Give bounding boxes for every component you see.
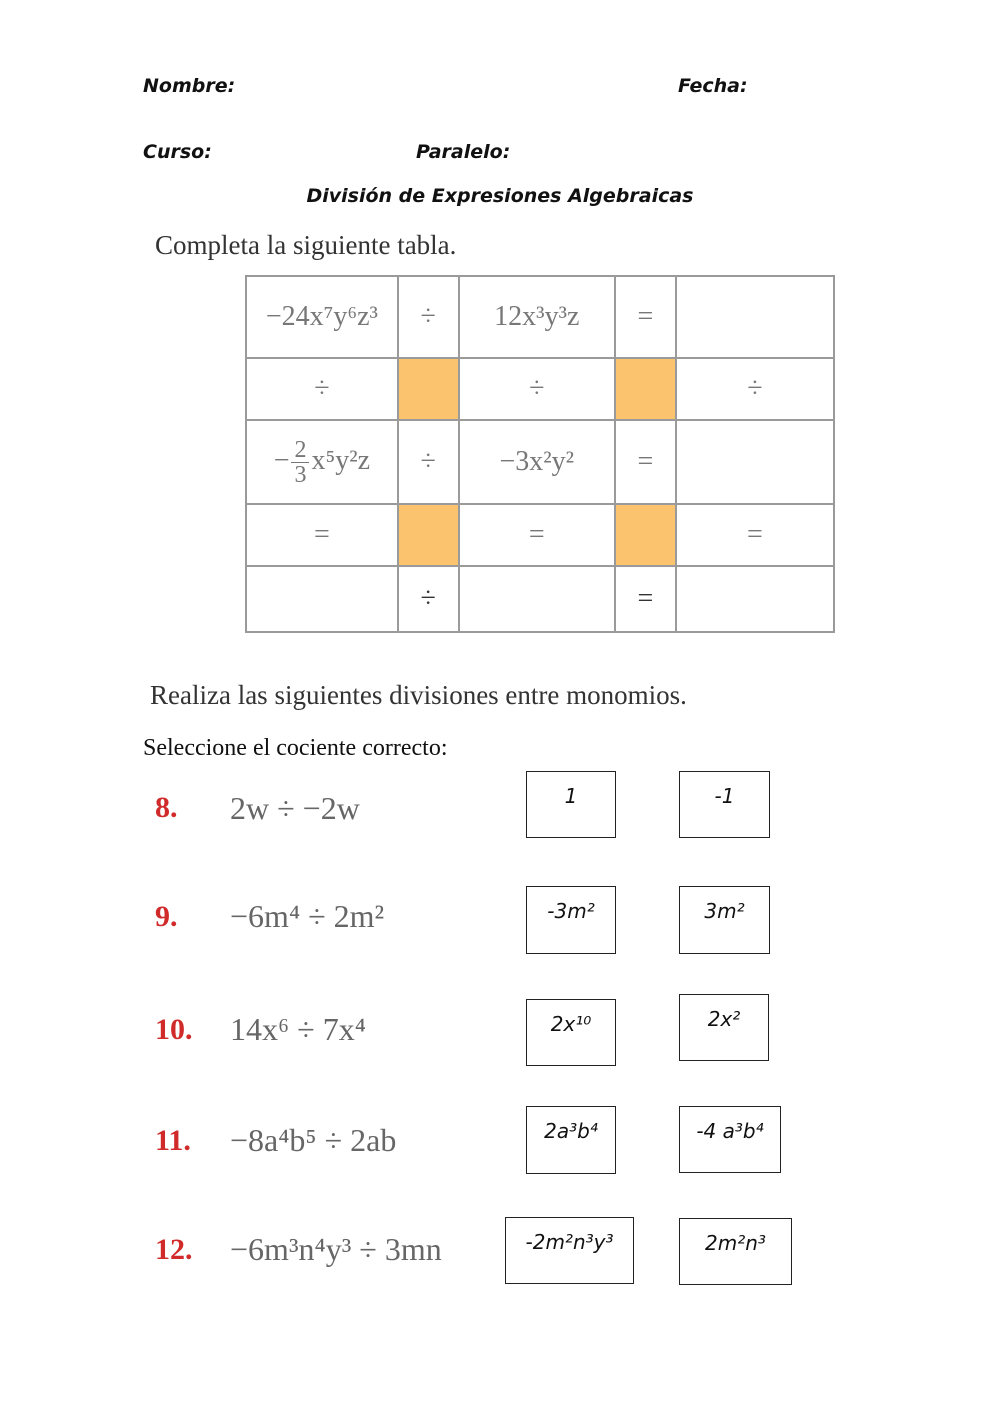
answer-option[interactable]: -3m² <box>526 886 616 954</box>
answer-option[interactable]: -4 a³b⁴ <box>679 1106 781 1173</box>
divide-sign: ÷ <box>459 358 616 420</box>
question-expression: −8a⁴b⁵ ÷ 2ab <box>230 1122 397 1158</box>
question-expression: −6m⁴ ÷ 2m² <box>230 898 385 934</box>
section1-heading: Completa la siguiente tabla. <box>155 230 457 260</box>
answer-option[interactable]: 2a³b⁴ <box>526 1106 616 1174</box>
equals-sign: = <box>615 420 676 504</box>
table-cell-dividend-1: −24x⁷y⁶z³ <box>246 276 398 358</box>
equals-sign: = <box>459 504 616 566</box>
divide-sign: ÷ <box>676 358 834 420</box>
answer-cell-row1[interactable] <box>676 276 834 358</box>
answer-option[interactable]: 2x² <box>679 994 769 1061</box>
question-number: 10. <box>155 1013 193 1046</box>
answer-cell-col3[interactable] <box>459 566 616 632</box>
curso-label: Curso: <box>143 141 212 163</box>
question-number: 9. <box>155 900 178 933</box>
nombre-label: Nombre: <box>143 75 236 97</box>
table-cell-divisor-2: −3x²y² <box>459 420 616 504</box>
divide-sign: ÷ <box>398 276 459 358</box>
fecha-label: Fecha: <box>678 75 748 97</box>
instruction-text: Seleccione el cociente correcto: <box>143 735 448 761</box>
answer-cell-col1[interactable] <box>246 566 398 632</box>
highlight-cell <box>615 358 676 420</box>
answer-option[interactable]: -1 <box>679 771 770 838</box>
section2-heading: Realiza las siguientes divisiones entre monomios. <box>150 680 687 710</box>
division-table <box>245 275 835 633</box>
worksheet-title: División de Expresiones Algebraicas <box>306 185 694 207</box>
answer-option[interactable]: 1 <box>526 771 616 838</box>
highlight-cell <box>615 504 676 566</box>
answer-option[interactable]: 2m²n³ <box>679 1218 792 1285</box>
answer-option[interactable]: 2x¹⁰ <box>526 999 616 1066</box>
equals-sign: = <box>676 504 834 566</box>
equals-sign: = <box>615 276 676 358</box>
question-number: 8. <box>155 791 178 824</box>
table-cell-divisor-1: 12x³y³z <box>459 276 616 358</box>
highlight-cell <box>398 358 459 420</box>
equals-sign: = <box>615 566 676 632</box>
fraction: $\frac{2}{3}$ <box>291 439 309 486</box>
paralelo-label: Paralelo: <box>416 141 511 163</box>
answer-cell-row3[interactable] <box>676 420 834 504</box>
answer-option[interactable]: 3m² <box>679 886 770 954</box>
divide-sign: ÷ <box>246 358 398 420</box>
question-number: 12. <box>155 1233 193 1266</box>
question-number: 11. <box>155 1124 191 1157</box>
divide-sign: ÷ <box>398 420 459 504</box>
question-expression: 14x⁶ ÷ 7x⁴ <box>230 1011 366 1047</box>
table-cell-dividend-2: − $\frac{2}{3}$ x⁵y²z <box>246 420 398 504</box>
equals-sign: = <box>246 504 398 566</box>
highlight-cell <box>398 504 459 566</box>
answer-cell-final[interactable] <box>676 566 834 632</box>
answer-option[interactable]: -2m²n³y³ <box>505 1217 634 1284</box>
question-expression: 2w ÷ −2w <box>230 790 360 826</box>
divide-sign: ÷ <box>398 566 459 632</box>
question-expression: −6m³n⁴y³ ÷ 3mn <box>230 1231 442 1267</box>
